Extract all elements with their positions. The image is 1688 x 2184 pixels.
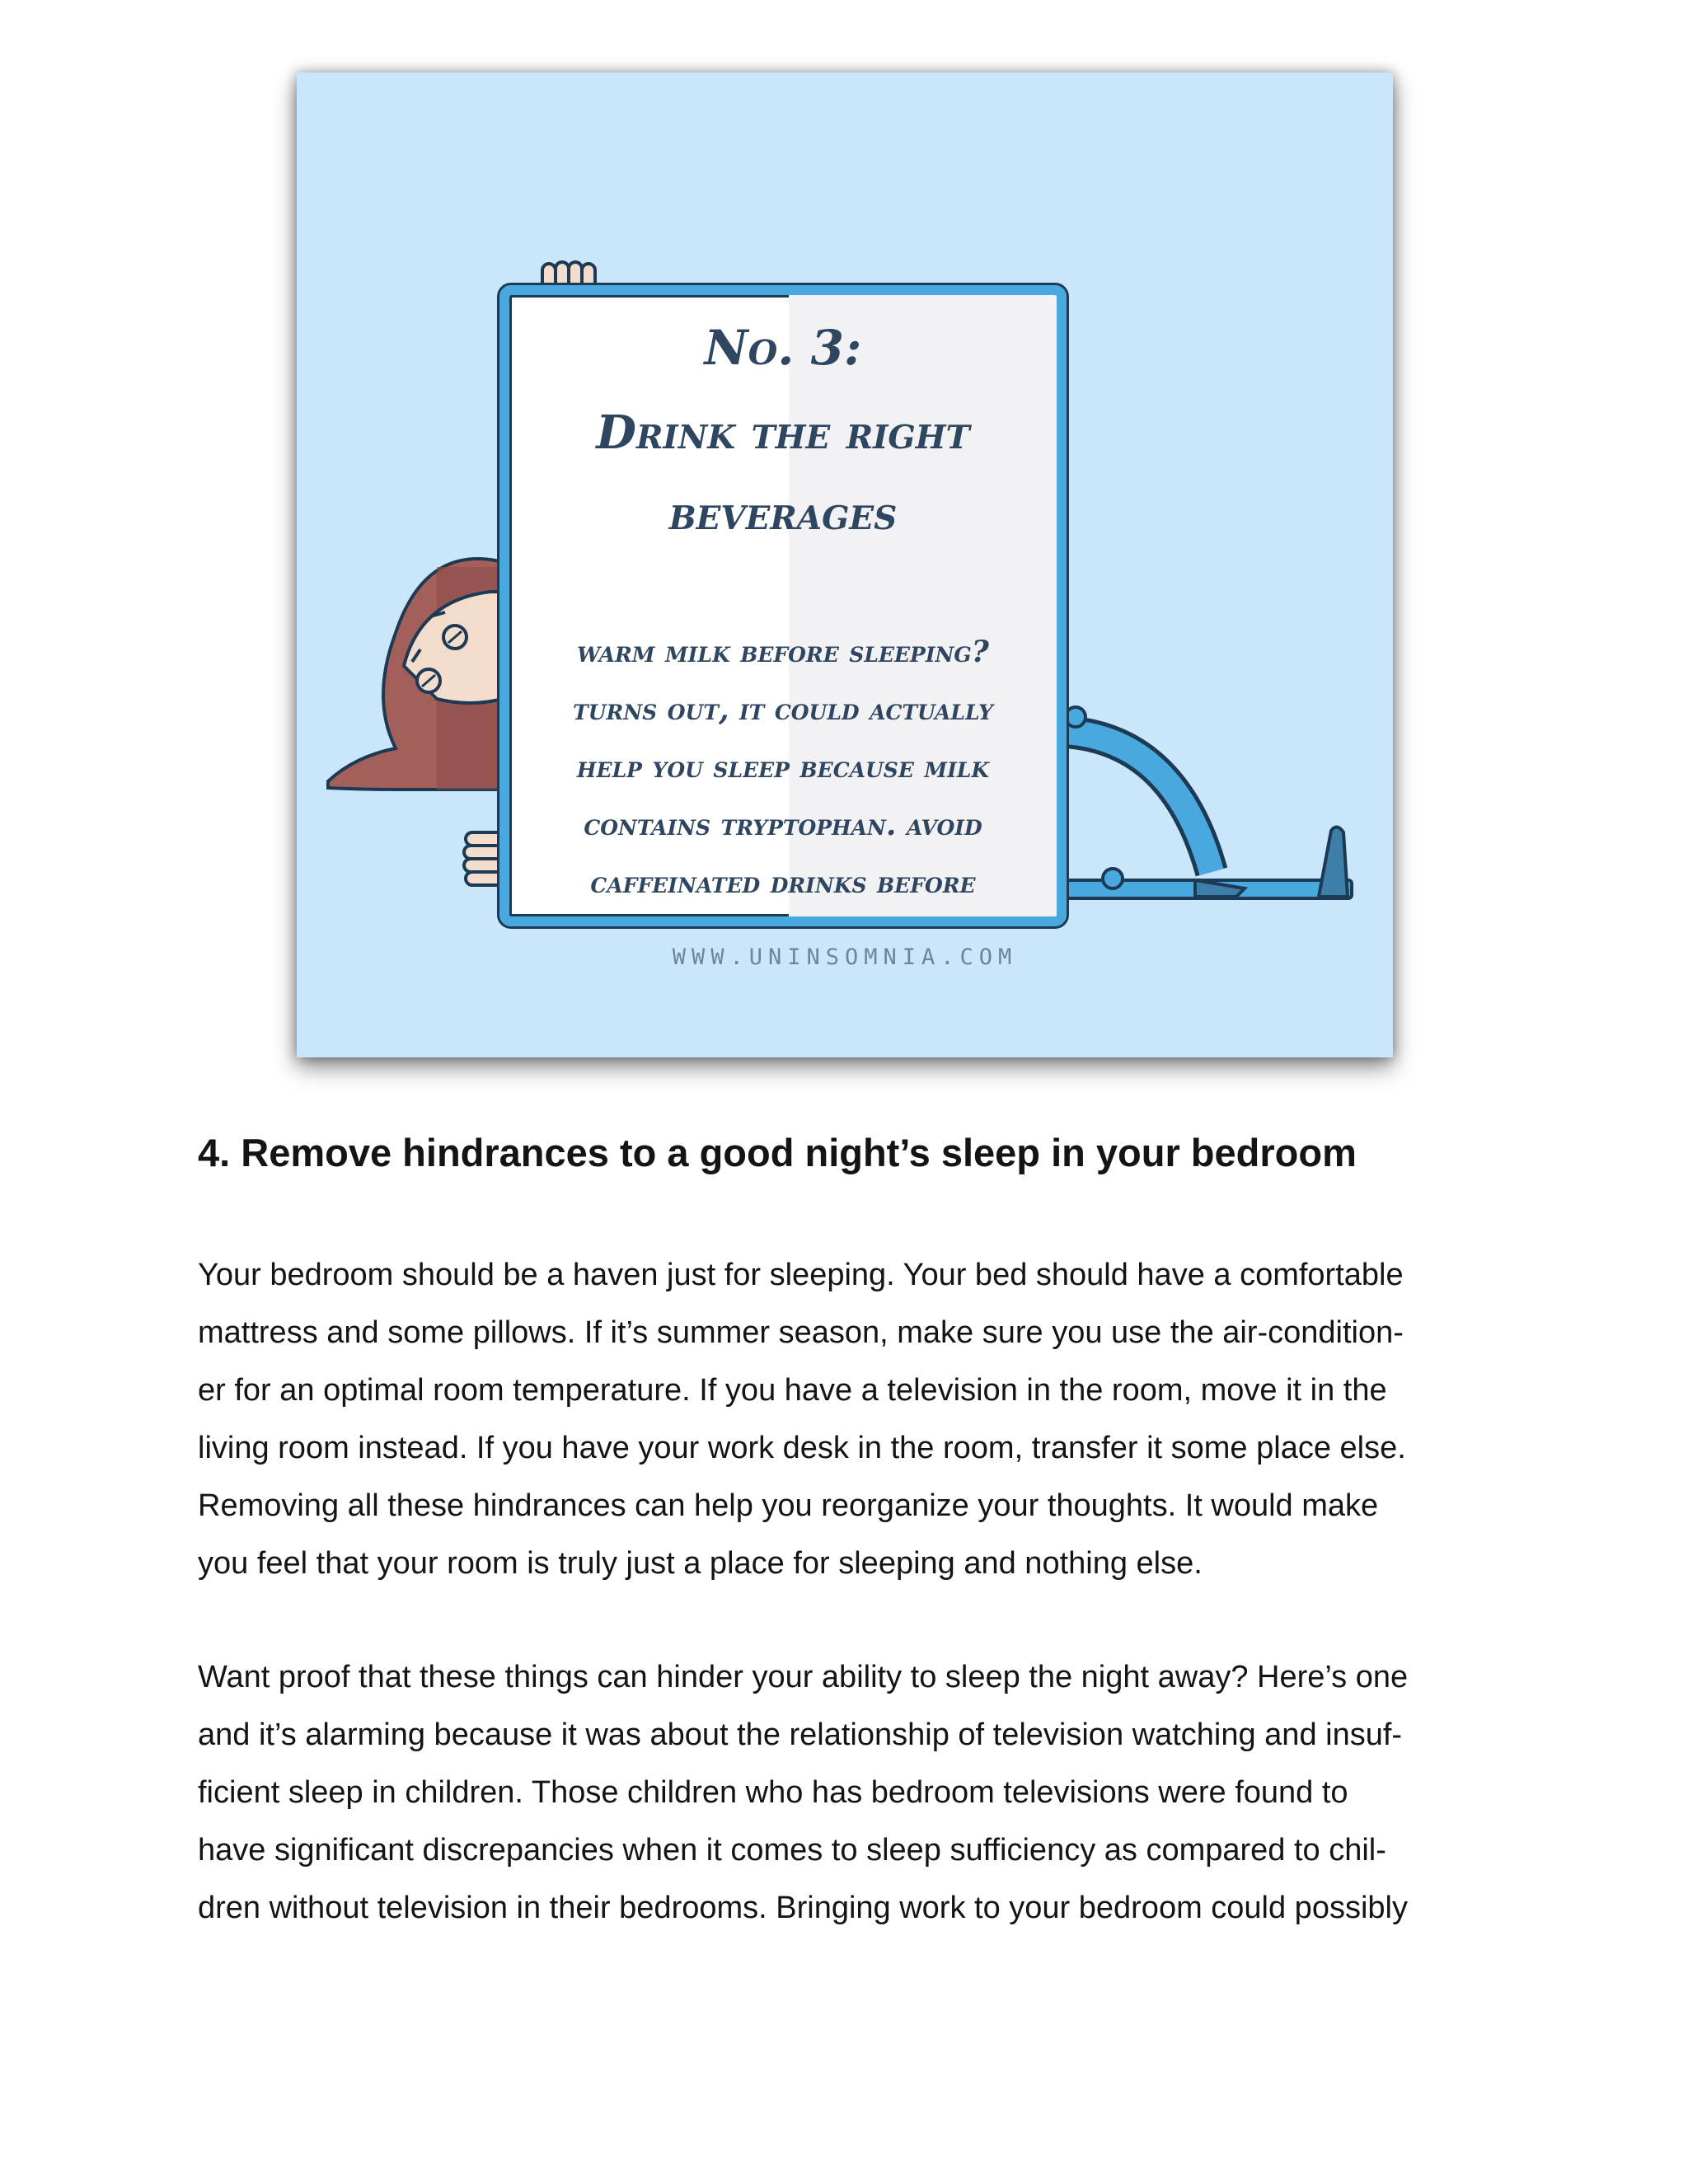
sign-board <box>499 285 1067 926</box>
section-heading: 4. Remove hindrances to a good night’s sleep in your bedroom <box>198 1131 1357 1174</box>
sign-title <box>509 392 1057 554</box>
text-line: Your bedroom should be a haven just for sleeping. Your bed should have a comfortable <box>198 1258 1404 1292</box>
watermark: WWW.UNINSOMNIA.COM <box>672 944 1018 970</box>
sign-title-line: Drink the right <box>596 405 970 460</box>
sign-number: No. 3: <box>704 320 862 376</box>
sign-text <box>509 295 1057 916</box>
hand-icon <box>464 832 504 885</box>
sign-body-line: warm milk before sleeping? <box>577 635 989 669</box>
paragraph-1 <box>198 1246 1492 1592</box>
text-line: living room instead. If you have your work desk in the room, transfer it some place else. <box>198 1431 1406 1465</box>
sign-body-line: turns out, it could actually <box>573 692 993 727</box>
text-line: Want proof that these things can hinder your ability to sleep the night away? Here’s one <box>198 1660 1409 1694</box>
text-line: and it’s alarming because it was about the relationship of television watching and insuf- <box>198 1718 1403 1752</box>
text-line: Removing all these hindrances can help you reorganize your thoughts. It would make <box>198 1488 1379 1523</box>
sign-body <box>542 623 1024 926</box>
text-line: have significant discrepancies when it comes to sleep sufficiency as compared to chil- <box>198 1833 1386 1868</box>
text-line: you feel that your room is truly just a place for sleeping and nothing else. <box>198 1546 1203 1581</box>
sign-body-line: help you sleep because milk <box>576 750 990 785</box>
sign-body-line <box>542 912 1024 926</box>
text-line: ficient sleep in children. Those children who has bedroom televisions were found to <box>198 1775 1348 1810</box>
sign-body-line: caffeinated drinks before <box>590 865 976 900</box>
text-line: er for an optimal room temperature. If you have a television in the room, move it in the <box>198 1373 1387 1408</box>
sign-title-line: beverages <box>668 486 898 541</box>
sign-body-line: contains tryptophan. avoid <box>584 808 982 842</box>
bed-foot <box>1319 827 1348 897</box>
text-line: mattress and some pillows. If it’s summer season, make sure you use the air-condition- <box>198 1315 1404 1350</box>
text-line: dren without television in their bedrooms. Bringing work to your bedroom could possibly <box>198 1891 1408 1925</box>
infographic-figure <box>297 73 1393 1057</box>
paragraph-2 <box>198 1648 1492 1937</box>
